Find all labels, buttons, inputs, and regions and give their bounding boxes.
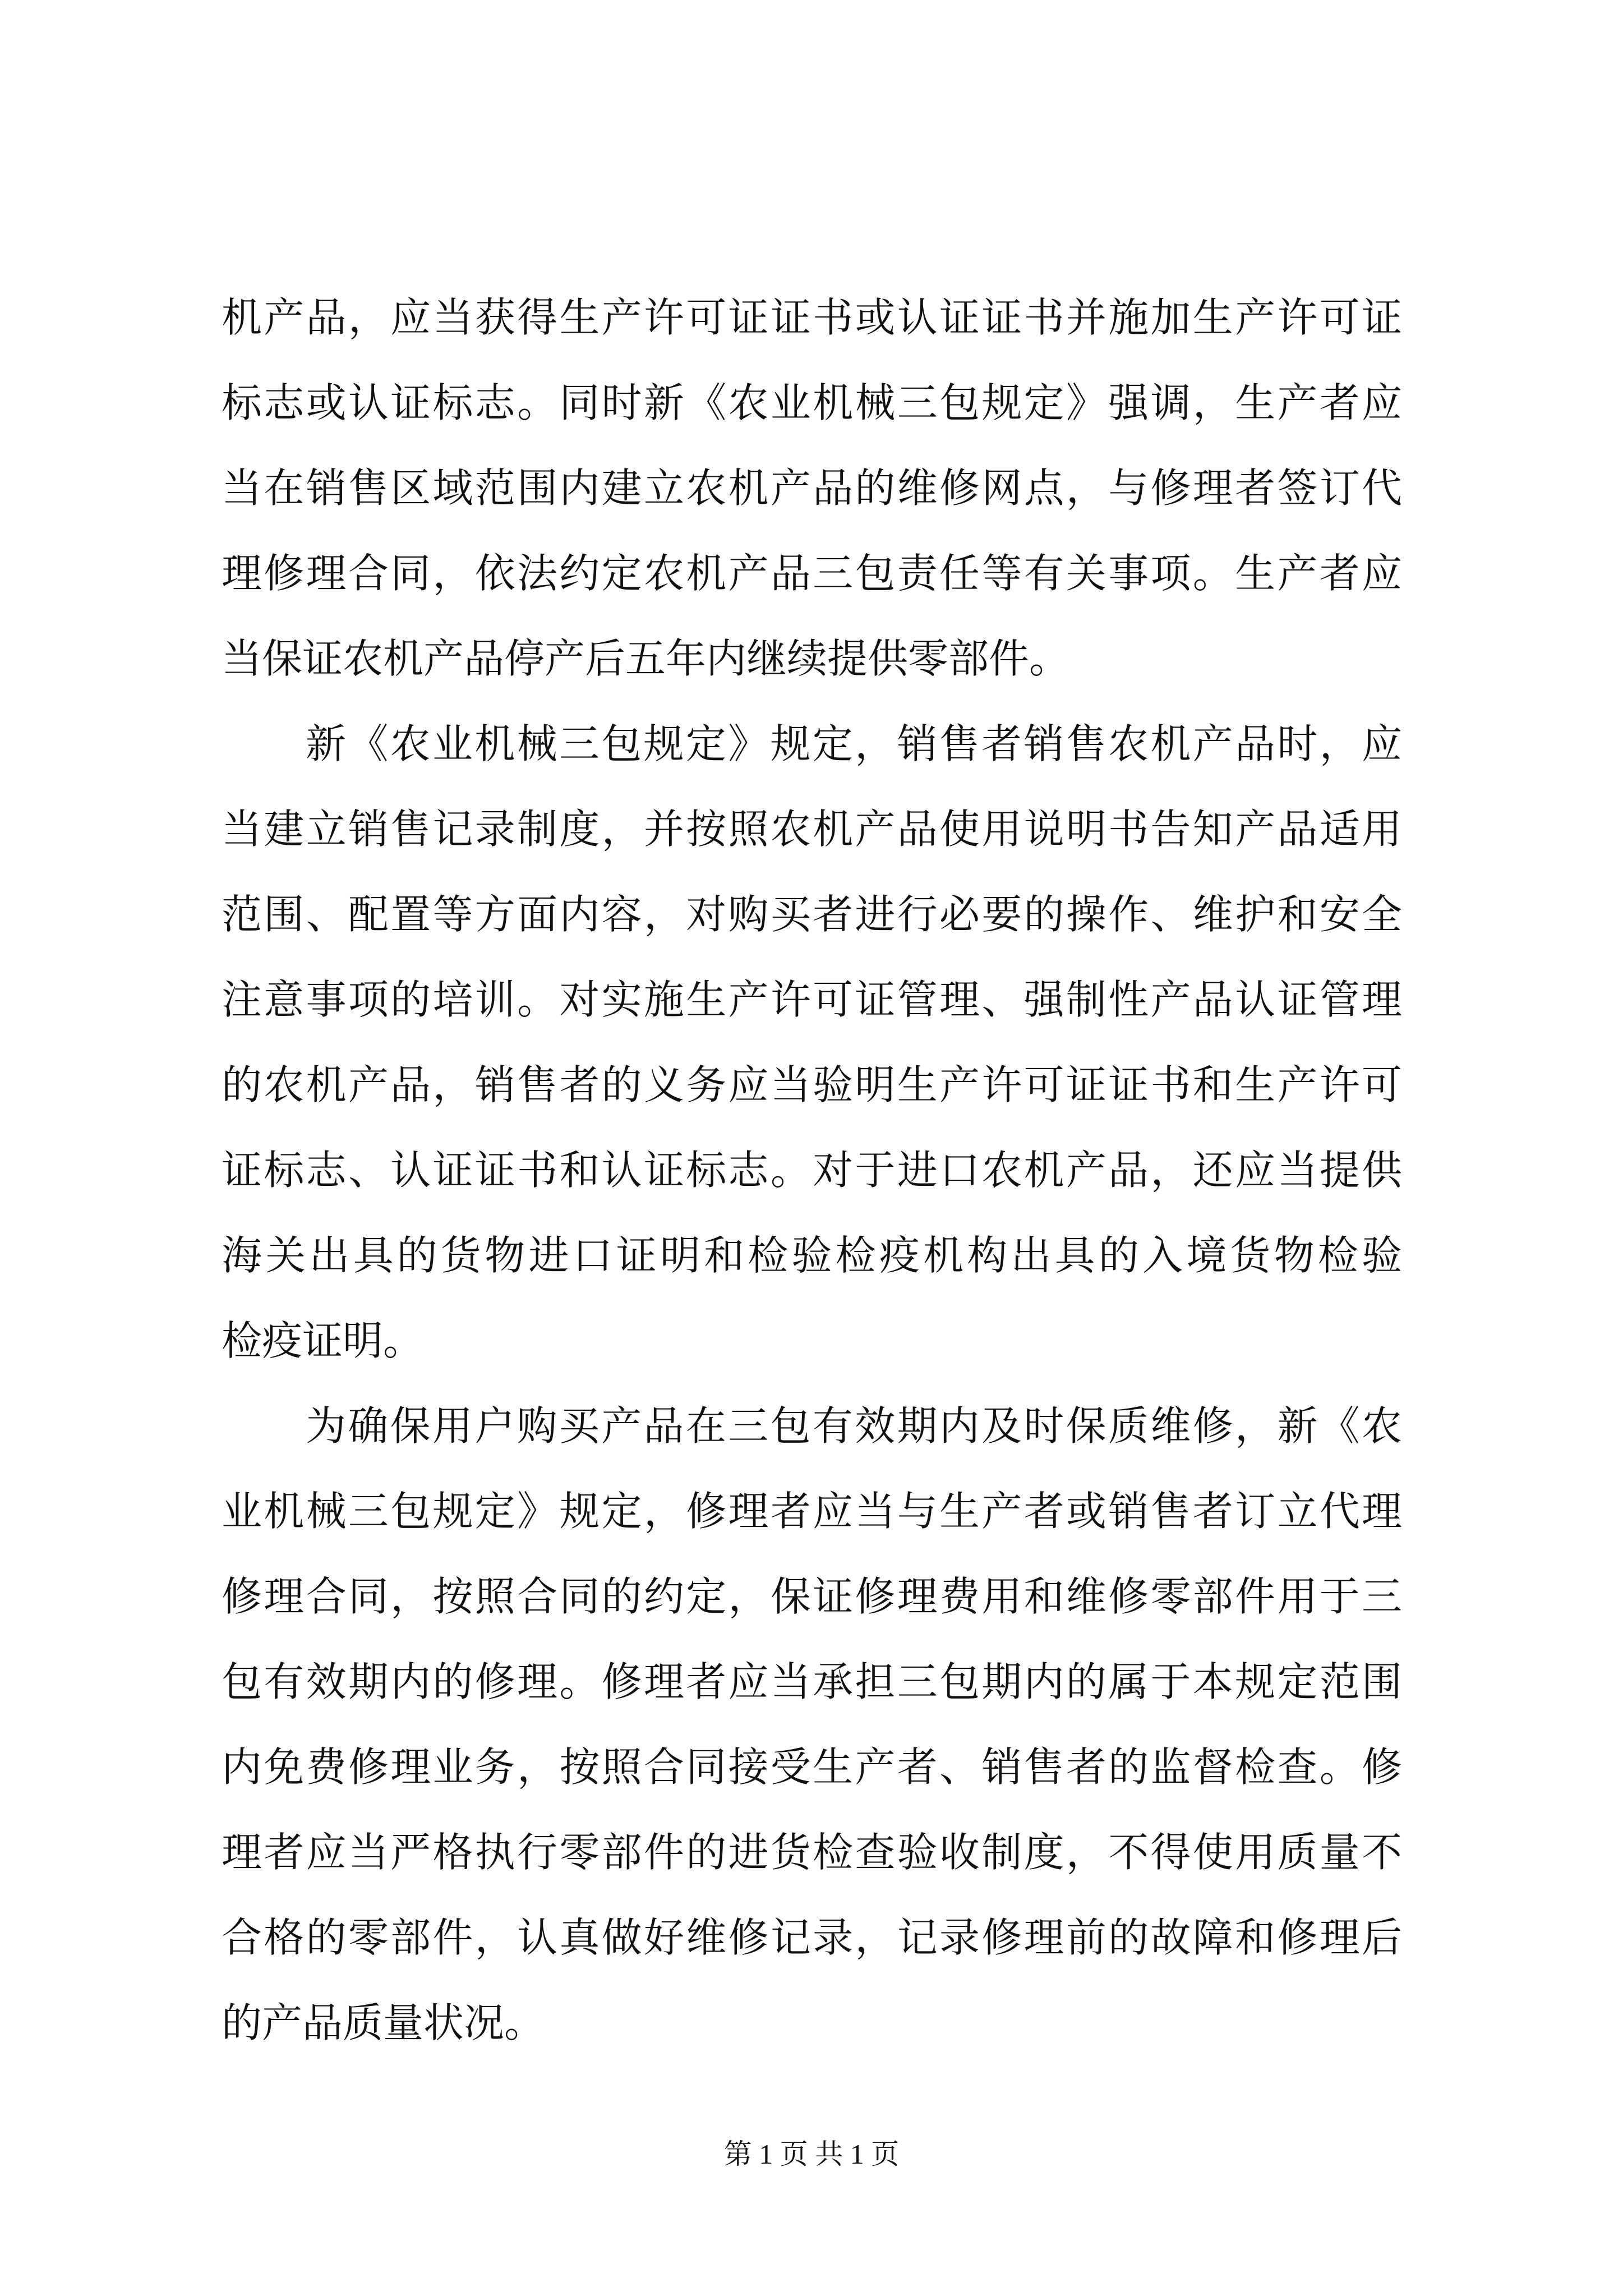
paragraph-line: 检疫证明。 <box>222 1317 424 1364</box>
paragraph-3 <box>222 1383 1402 2065</box>
paragraph-1 <box>222 275 1402 701</box>
paragraph-line: 业机械三包规定》规定，修理者应当与生产者或销售者订立代理 <box>222 1488 1402 1535</box>
paragraph-line: 合格的零部件，认真做好维修记录，记录修理前的故障和修理后 <box>222 1914 1402 1961</box>
paragraph-line: 内免费修理业务，按照合同接受生产者、销售者的监督检查。修 <box>222 1743 1402 1791</box>
paragraph-line: 为确保用户购买产品在三包有效期内及时保质维修，新《农 <box>306 1402 1402 1450</box>
paragraph-line: 海关出具的货物进口证明和检验检疫机构出具的入境货物检验 <box>222 1232 1402 1279</box>
paragraph-line: 新《农业机械三包规定》规定，销售者销售农机产品时，应 <box>306 720 1402 767</box>
paragraph-line: 的产品质量状况。 <box>222 1999 545 2046</box>
paragraph-line: 机产品，应当获得生产许可证证书或认证证书并施加生产许可证 <box>222 294 1402 341</box>
paragraph-2 <box>222 701 1402 1383</box>
paragraph-line: 理修理合同，依法约定农机产品三包责任等有关事项。生产者应 <box>222 550 1402 597</box>
page-number-label: 第 1 页 共 1 页 <box>723 2138 900 2170</box>
paragraph-line: 当建立销售记录制度，并按照农机产品使用说明书告知产品适用 <box>222 806 1402 853</box>
paragraph-line: 证标志、认证证书和认证标志。对于进口农机产品，还应当提供 <box>222 1147 1402 1194</box>
paragraph-line: 注意事项的培训。对实施生产许可证管理、强制性产品认证管理 <box>222 976 1402 1023</box>
paragraph-line: 的农机产品，销售者的义务应当验明生产许可证证书和生产许可 <box>222 1061 1402 1108</box>
paragraph-line: 修理合同，按照合同的约定，保证修理费用和维修零部件用于三 <box>222 1573 1402 1620</box>
document-body <box>222 275 1402 2065</box>
paragraph-line: 当保证农机产品停产后五年内继续提供零部件。 <box>222 635 1070 682</box>
paragraph-line: 标志或认证标志。同时新《农业机械三包规定》强调，生产者应 <box>222 379 1402 426</box>
paragraph-line: 当在销售区域范围内建立农机产品的维修网点，与修理者签订代 <box>222 464 1402 512</box>
paragraph-line: 包有效期内的修理。修理者应当承担三包期内的属于本规定范围 <box>222 1658 1402 1705</box>
paragraph-line: 范围、配置等方面内容，对购买者进行必要的操作、维护和安全 <box>222 891 1402 938</box>
page-footer <box>0 2137 1623 2171</box>
paragraph-line: 理者应当严格执行零部件的进货检查验收制度，不得使用质量不 <box>222 1829 1402 1876</box>
